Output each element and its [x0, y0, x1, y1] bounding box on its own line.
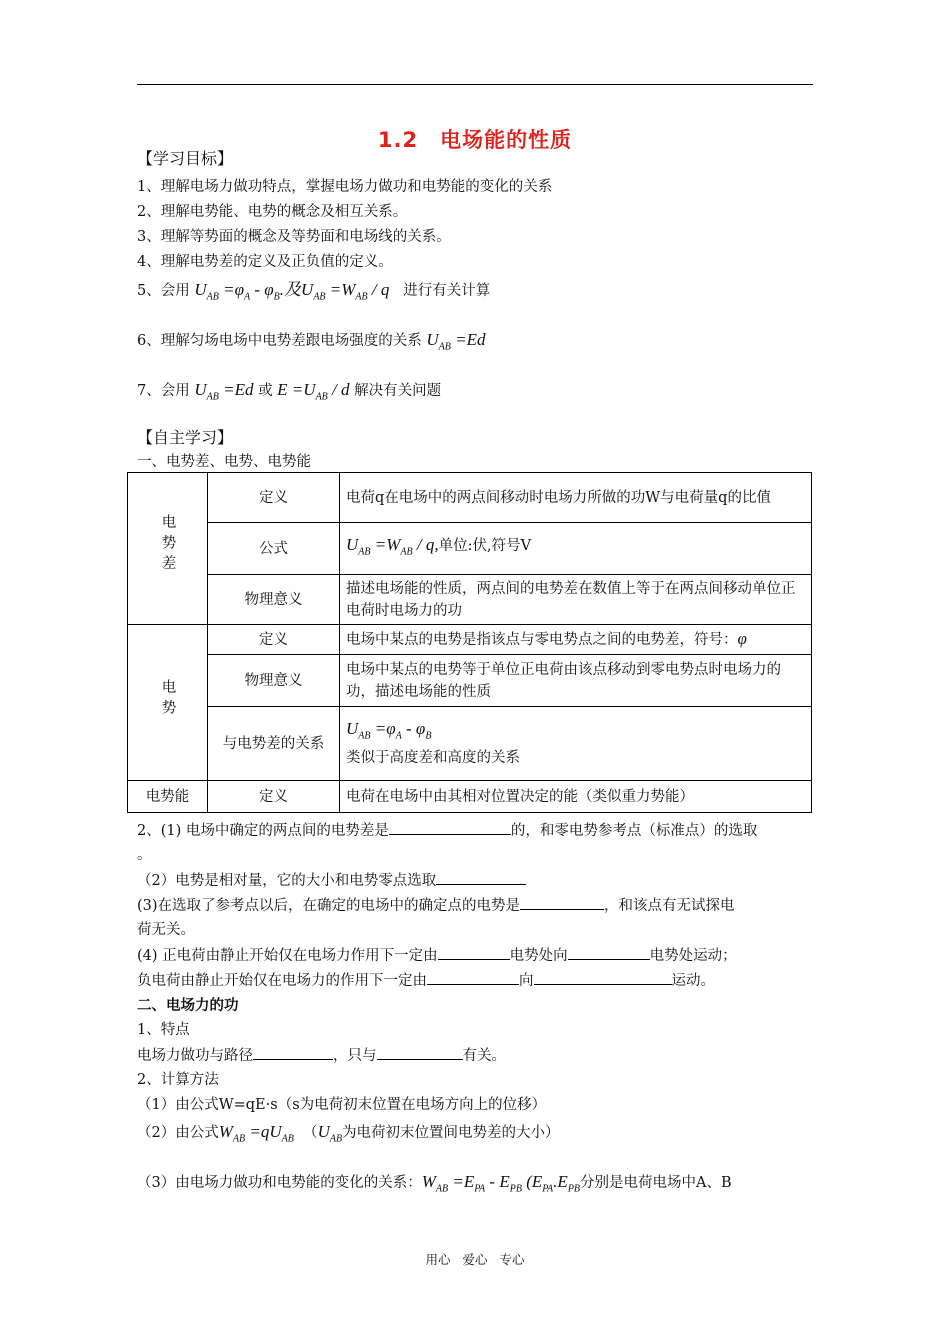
goal-item-5-suffix: 进行有关计算: [403, 283, 491, 299]
goal-item-5-prefix: 5、会用: [137, 283, 190, 299]
blank-field[interactable]: [534, 970, 672, 985]
table-row: [128, 655, 812, 707]
goal-item-4: 4、理解电势差的定义及正负值的定义。: [137, 254, 393, 270]
blank-field[interactable]: [427, 970, 519, 985]
potential-definition-text: 电场中某点的电势是指该点与零电势点之间的电势差，符号：: [346, 632, 738, 648]
page-title: 1.2 电场能的性质: [377, 128, 573, 152]
goal-item-7: [137, 380, 441, 407]
table-row: [128, 625, 812, 655]
goal-item-5: [137, 280, 490, 307]
goal-item-2: 2、理解电势能、电势的概念及相互关系。: [137, 204, 408, 220]
work-heading: 二、电场力的功: [137, 998, 239, 1014]
cell-formula-label: 公式: [208, 523, 340, 575]
table-row: [128, 707, 812, 781]
goals-heading: 【学习目标】: [137, 149, 234, 168]
formula-wab-quab: $W_{AB} =qU_{AB}$: [218, 1122, 294, 1145]
blank-field[interactable]: [438, 945, 510, 960]
question-2-1: 2、(1) 电场中确定的两点间的电势差是 的，和零电势参考点（标准点）的选取: [137, 820, 757, 841]
cell-formula: $U_{AB} =W_{AB} / q$,单位:伏,符号V: [340, 523, 812, 575]
goal-item-6-prefix: 6、理解匀场电场中电势差跟电场强度的关系: [137, 333, 422, 349]
question-2-4: (4) 正电荷由静止开始仅在电场力作用下一定由 电势处向 电势处运动；: [137, 945, 737, 966]
cell-relation-label: 与电势差的关系: [208, 707, 340, 781]
formula-unit: 单位:伏,符号V: [438, 537, 532, 554]
table-row: [128, 473, 812, 523]
table-row: [128, 575, 812, 625]
goal-item-1: 1、理解电场力做功特点，掌握电场力做功和电势能的变化的关系: [137, 179, 553, 195]
cell-definition-label: 定义: [208, 781, 340, 813]
blank-field[interactable]: [520, 895, 604, 910]
blank-field[interactable]: [568, 945, 650, 960]
header-rule: [137, 84, 813, 85]
question-2-2: （2）电势是相对量，它的大小和电势零点选取: [137, 870, 526, 891]
self-study-subheading: 一、电势差、电势、电势能: [137, 454, 311, 470]
question-2-1-end: 。: [137, 847, 152, 863]
work-feature-text: 电场力做功与路径 ，只与 有关。: [137, 1045, 506, 1066]
self-study-heading: 【自主学习】: [137, 428, 234, 447]
formula-uab-ed-2: $U_{AB} =Ed$: [194, 380, 254, 403]
table-row: [128, 523, 812, 575]
cell-definition-label: 定义: [208, 625, 340, 655]
goal-item-7-suffix: 解决有关问题: [354, 383, 442, 399]
cell-definition: 电荷q在电场中的两点间移动时电场力所做的功W与电荷量q的比值: [340, 473, 812, 523]
question-2-5: 负电荷由静止开始仅在电场力的作用下一定由 向 运动。: [137, 970, 715, 991]
formula-e-uab-d: $E =U_{AB} / d$: [277, 380, 350, 403]
cell-energy-definition: 电荷在电场中由其相对位置决定的能（类似重力势能）: [340, 781, 812, 813]
work-method-2: （2）由公式$W_{AB} =qU_{AB}$ （$U_{AB}$为电荷初末位置间电势差的大小）: [137, 1122, 560, 1145]
blank-field[interactable]: [377, 1045, 463, 1060]
cell-meaning-label: 物理意义: [208, 655, 340, 707]
table-row: [128, 781, 812, 813]
work-method-heading: 2、计算方法: [137, 1072, 219, 1088]
concept-table: [127, 472, 812, 813]
blank-field[interactable]: [436, 870, 526, 885]
formula-uab-ed: $U_{AB} =Ed$: [426, 330, 486, 353]
blank-field[interactable]: [253, 1045, 333, 1060]
row-label-potential: 电势: [128, 625, 208, 781]
row-label-potential-difference: 电势差: [128, 473, 208, 625]
formula-wab-epa-epb: $W_{AB} =E_{PA} - E_{PB}$ ($E_{PA}.E_{PB}$: [421, 1172, 581, 1195]
cell-relation: $U_{AB} =\varphi_A - \varphi_B$ 类似于高度差和高度的关系: [340, 707, 812, 781]
cell-definition-label: 定义: [208, 473, 340, 523]
work-method-3: （3）由电场力做功和电势能的变化的关系：$W_{AB} =E_{PA} - E_{PB}$ ($E_{PA}.E_{PB}$分别是电荷电场中A、B: [137, 1172, 732, 1195]
cell-meaning: 描述电场能的性质，两点间的电势差在数值上等于在两点间移动单位正电荷时电场力的功: [340, 575, 812, 625]
cell-potential-definition: 电场中某点的电势是指该点与零电势点之间的电势差，符号：φ: [340, 625, 812, 655]
work-feature-heading: 1、特点: [137, 1022, 190, 1038]
relation-note: 类似于高度差和高度的关系: [346, 750, 520, 767]
cell-meaning-label: 物理意义: [208, 575, 340, 625]
blank-field[interactable]: [389, 820, 511, 835]
goal-item-3: 3、理解等势面的概念及等势面和电场线的关系。: [137, 229, 451, 245]
goal-item-7-prefix: 7、会用: [137, 383, 190, 399]
page-footer: 用心 爱心 专心: [425, 1252, 525, 1267]
question-2-3: (3)在选取了参考点以后，在确定的电场中的确定点的电势是 ，和该点有无试探电: [137, 895, 735, 916]
question-2-3-end: 荷无关。: [137, 922, 195, 938]
goal-item-7-or: 或: [258, 383, 273, 399]
formula-uab-phi: $U_{AB} =\varphi_A - \varphi_B$.及$U_{AB} =W_{AB} / q$: [194, 280, 390, 303]
row-label-potential-energy: 电势能: [128, 781, 208, 813]
goal-item-6: [137, 330, 485, 357]
work-method-1: （1）由公式W=qE·s（s为电荷初末位置在电场方向上的位移）: [137, 1097, 547, 1113]
cell-potential-meaning: 电场中某点的电势等于单位正电荷由该点移动到零电势点时电场力的功，描述电场能的性质: [340, 655, 812, 707]
